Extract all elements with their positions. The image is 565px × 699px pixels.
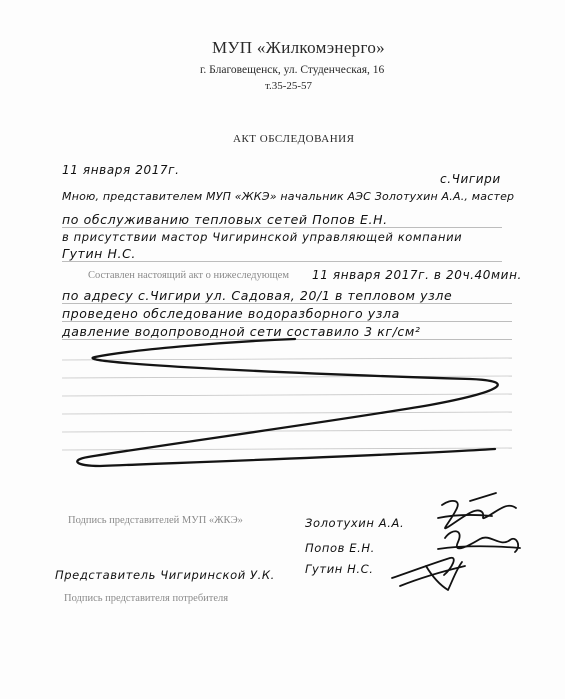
witness-line: в присутствии мастор Чигиринской управляющей компании: [62, 230, 463, 244]
witness-rep-label: Представитель Чигиринской У.К.: [55, 568, 275, 582]
rep-signature-label: Подпись представителей МУП «ЖКЭ»: [68, 515, 243, 526]
act-date: 11 января 2017г.: [62, 163, 180, 177]
consumer-signature-label: Подпись представителя потребителя: [64, 593, 229, 604]
incident-address: по адресу с.Чигири ул. Садовая, 20/1 в тепловом узле: [62, 288, 512, 304]
finding-line-1: проведено обследование водоразборного узла: [62, 306, 512, 322]
representatives-continuation: по обслуживанию тепловых сетей Попов Е.Н.: [62, 212, 502, 228]
organization-phone: т.35-25-57: [265, 80, 313, 92]
representatives-line: Мною, представителем МУП «ЖКЭ» начальник АЭС Золотухин А.А., мастер: [62, 190, 515, 203]
signatory-name-3: Гутин Н.С.: [305, 562, 374, 576]
organization-name: МУП «Жилкомэнерго»: [212, 38, 385, 57]
act-place: с.Чигири: [440, 172, 501, 186]
finding-line-2: давление водопроводной сети составило 3 кг/см²: [62, 324, 512, 340]
witness-name: Гутин Н.С.: [62, 246, 502, 262]
signatory-name-2: Попов Е.Н.: [305, 541, 375, 555]
organization-address: г. Благовещенск, ул. Студенческая, 16: [200, 64, 385, 76]
act-statement-label: Составлен настоящий акт о нижеследующем: [88, 270, 289, 281]
signatory-name-1: Золотухин А.А.: [305, 516, 405, 530]
document-title: АКТ ОБСЛЕДОВАНИЯ: [233, 133, 355, 145]
incident-datetime: 11 января 2017г. в 20ч.40мин.: [312, 268, 522, 282]
